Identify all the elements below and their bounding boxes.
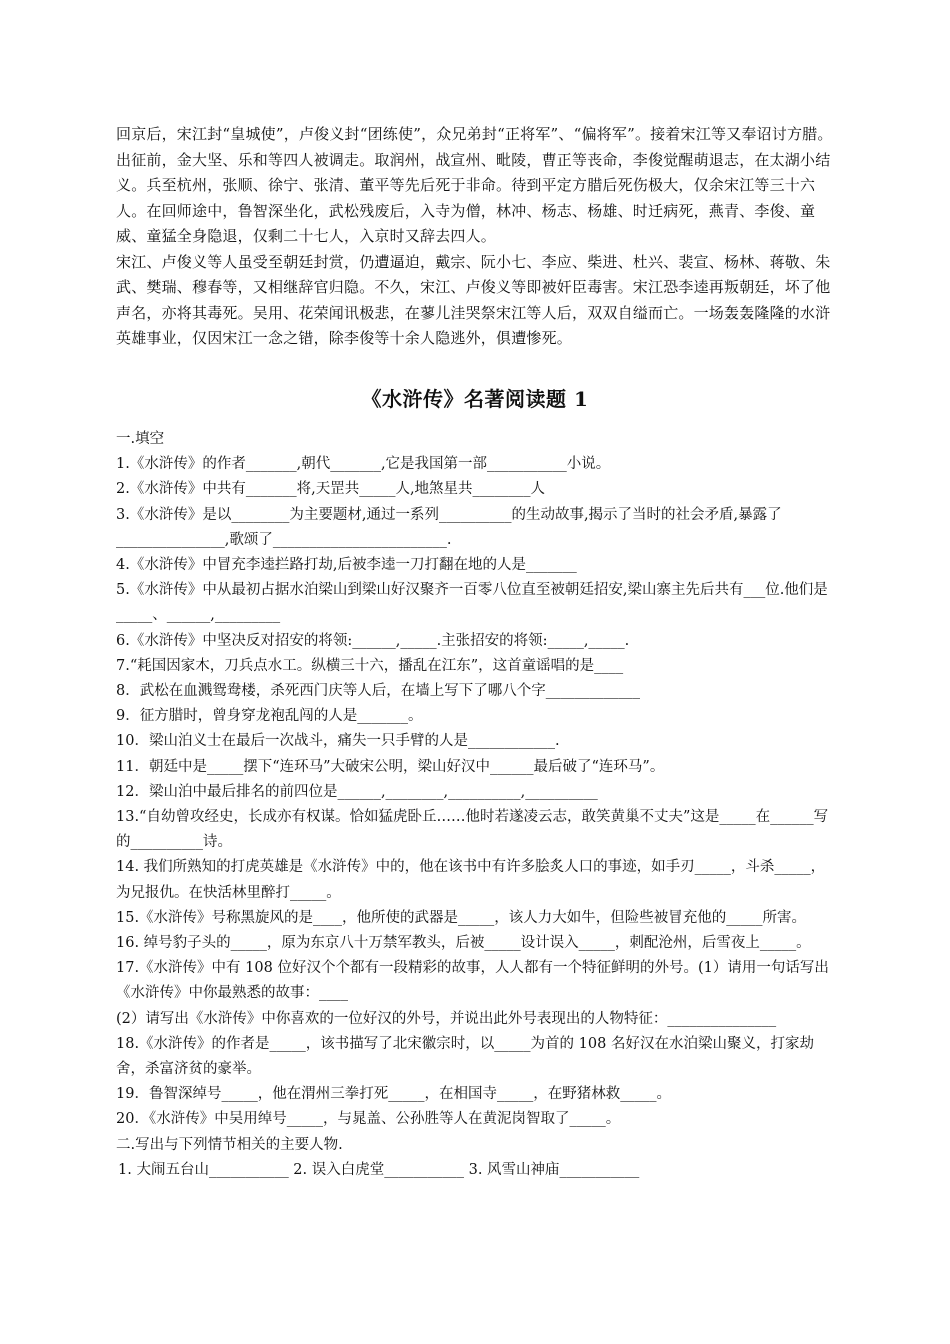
question-item: 8．武松在血溅鸳鸯楼，杀死西门庆等人后，在墙上写下了哪八个字_____________ (116, 683, 640, 700)
question-item: 10．梁山泊义士在最后一次战斗，痛失一只手臂的人是____________. (116, 733, 560, 750)
question-item: 3.《水浒传》是以________为主要题材,通过一系列__________的生动故事,揭示了当时的社会矛盾,暴露了_______________,歌颂了________________________. (116, 506, 782, 548)
question-item: 5.《水浒传》中从最初占据水泊梁山到梁山好汉聚齐一百零八位直至被朝廷招安,梁山寨主先后共有___位.他们是_____、______,_________ (116, 582, 828, 624)
intro-paragraph-2: 宋江、卢俊义等人虽受至朝廷封赏，仍遭逼迫，戴宗、阮小七、李应、柴进、杜兴、裴宣、杨林、蒋敬、朱武、樊瑞、穆春等，又相继辞官归隐。不久，宋江、卢俊义等即被奸臣毒害。宋江恐李逵再叛朝廷，坏了他声名，亦将其毒死。吴用、花荣闻讯极悲，在蓼儿洼哭祭宋江等人后，双双自缢而亡。一场轰轰隆隆的水浒英雄事业，仅因宋江一念之错，除李俊等十余人隐逃外，俱遭惨死。 (116, 252, 831, 347)
question-item: (2）请写出《水浒传》中你喜欢的一位好汉的外号，并说出此外号表现出的人物特征：_______________ (116, 1010, 777, 1027)
question-item: 14. 我们所熟知的打虎英雄是《水浒传》中的，他在该书中有许多脍炙人口的事迹，如手刃_____，斗杀_____，为兄报仇。在快活林里醉打_____。 (116, 859, 826, 901)
question-item: 7.“耗国因家木，刀兵点水工。纵横三十六，播乱在江东”，这首童谣唱的是____ (116, 657, 624, 674)
question-list (116, 427, 838, 1183)
section-heading-characters: 二.写出与下列情节相关的主要人物. (116, 1136, 343, 1153)
question-item: 13.“自幼曾攻经史，长成亦有权谋。恰如猛虎卧丘……他时若遂凌云志，敢笑黄巢不丈夫”这是_____在______写的__________诗。 (116, 809, 829, 851)
question-item: 6.《水浒传》中坚决反对招安的将领:______,_____.主张招安的将领:_____,_____. (116, 632, 630, 649)
question-item: 11．朝廷中是_____摆下“连环马”大破宋公明，梁山好汉中______最后破了“连环马”。 (116, 758, 665, 775)
section-heading-fill-in: 一.填空 (116, 431, 165, 447)
intro-text (116, 122, 838, 352)
question-item: 17.《水浒传》中有 108 位好汉个个都有一段精彩的故事，人人都有一个特征鲜明的外号。(1）请用一句话写出《水浒传》中你最熟悉的故事：____ (116, 960, 829, 1002)
question-item: 1.《水浒传》的作者_______,朝代_______,它是我国第一部___________小说。 (116, 456, 611, 473)
question-item: 2.《水浒传》中共有_______将,天罡共_____人,地煞星共________人 (116, 481, 546, 498)
page-title: 《水浒传》名著阅读题 1 (361, 387, 589, 411)
question-item: 20．《水浒传》中吴用绰号_____，与晁盖、公孙胜等人在黄泥岗智取了_____。 (116, 1111, 621, 1128)
section2-items: 1. 大闹五台山___________ 2. 误入白虎堂___________ 3. 风雪山神庙___________ (118, 1161, 640, 1178)
intro-paragraph-1: 回京后，宋江封“皇城使”，卢俊义封“团练使”，众兄弟封“正将军”、“偏将军”。接着宋江等又奉诏讨方腊。出征前，金大坚、乐和等四人被调走。取润州，战宣州、毗陵，曹正等丧命，李俊觉醒萌退志，在太湖小结义。兵至杭州，张顺、徐宁、张清、董平等先后死于非命。待到平定方腊后死伤极大，仅余宋江等三十六人。在回师途中，鲁智深坐化，武松残废后，入寺为僧，林冲、杨志、杨雄、时迁病死，燕青、李俊、童威、童猛全身隐退，仅剩二十七人，入京时又辞去四人。 (116, 125, 833, 245)
question-item: 15.《水浒传》号称黑旋风的是____，他所使的武器是_____，该人力大如牛，但险些被冒充他的_____所害。 (116, 909, 807, 926)
question-item: 19．鲁智深绰号_____，他在渭州三拳打死_____，在相国寺_____，在野猪林救_____。 (116, 1086, 671, 1103)
question-item: 16. 绰号豹子头的_____，原为东京八十万禁军教头，后被_____设计误入_____，刺配沧州，后雪夜上_____。 (116, 935, 811, 952)
question-item: 4.《水浒传》中冒充李逵拦路打劫,后被李逵一刀打翻在地的人是_______ (116, 557, 577, 574)
question-item: 12．梁山泊中最后排名的前四位是______,________,__________,__________ (116, 783, 598, 800)
question-item: 9．征方腊时，曾身穿龙袍乱闯的人是_______。 (116, 708, 423, 725)
question-item: 18.《水浒传》的作者是_____，该书描写了北宋徽宗时，以_____为首的 108 名好汉在水泊梁山聚义，打家劫舍，杀富济贫的豪举。 (116, 1035, 814, 1078)
